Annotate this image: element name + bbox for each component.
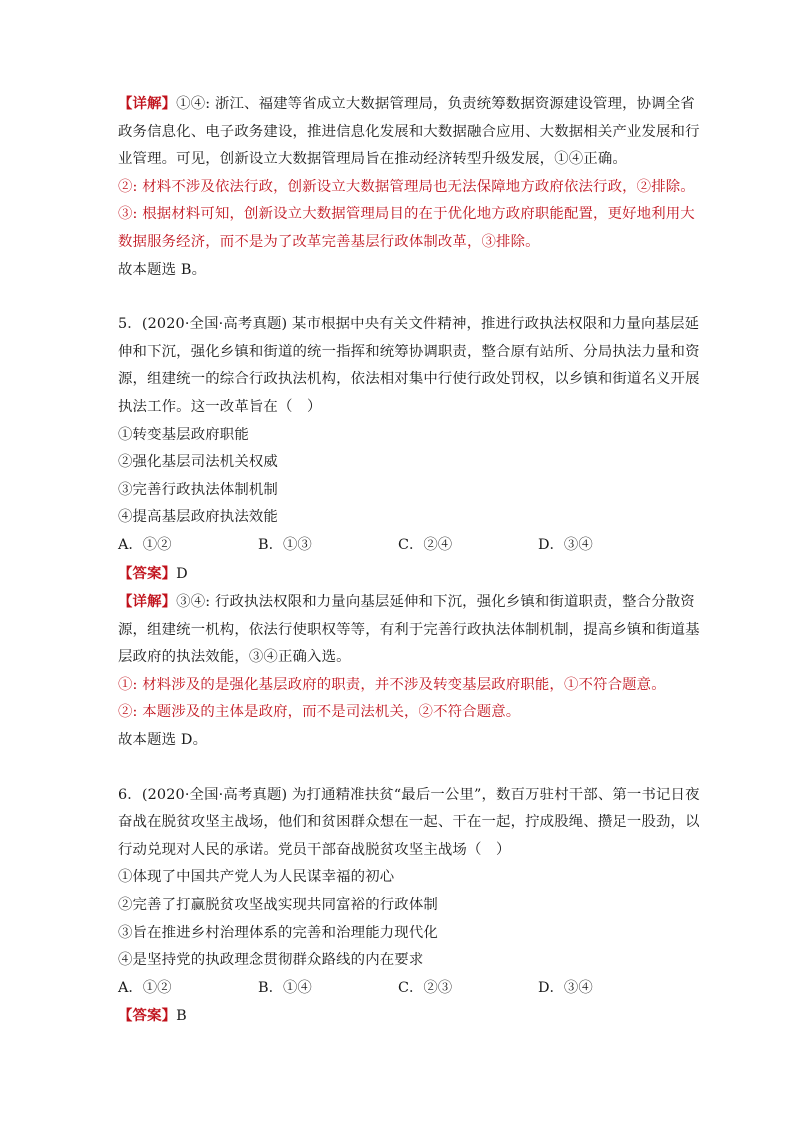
question-item: ④是坚持党的执政理念贯彻群众路线的内在要求 <box>118 952 424 969</box>
answer-value: D <box>176 565 188 582</box>
detail-red-line: ②: 本题涉及的主体是政府，而不是司法机关，②不符合题意。 <box>118 704 521 721</box>
detail-tag: 【详解】 <box>118 593 177 611</box>
question-item: ③完善行政执法体制机制 <box>118 481 278 498</box>
document-page <box>118 90 700 1031</box>
detail-line: 【详解】①④: 浙江、福建等省成立大数据管理局，负责统筹数据资源建设管理，协调全省 <box>118 95 695 112</box>
question-stem-line: 伸和下沉，强化乡镇和街道的统一指挥和统筹协调职责，整合原有站所、分局执法力量和资 <box>118 343 700 360</box>
question-item: ①体现了中国共产党人为人民谋幸福的初心 <box>118 869 395 886</box>
answer-line <box>118 1002 683 1031</box>
detail-line: 层政府的执法效能，③④正确入选。 <box>118 649 351 666</box>
question-stem-line: 行动兑现对人民的承诺。党员干部奋战脱贫攻坚主战场（ ） <box>118 841 511 858</box>
question-stem-line: 执法工作。这一改革旨在（ ） <box>118 398 322 415</box>
option-d: D．③④ <box>538 979 593 996</box>
answer-value: B <box>176 1008 187 1025</box>
answer-tag: 【答案】 <box>118 1007 177 1025</box>
question-stem-line: 5．(2020·全国·高考真题) 某市根据中央有关文件精神，推进行政执法权限和力量向基层延 <box>118 316 700 333</box>
option-c: C．②③ <box>398 979 453 996</box>
conclusion: 故本题选 B。 <box>118 261 207 278</box>
detail-red-line: ②: 材料不涉及依法行政，创新设立大数据管理局也无法保障地方政府依法行政，②排除。 <box>118 178 695 195</box>
detail-red-line: 数据服务经济，而不是为了改革完善基层行政体制改革，③排除。 <box>118 233 540 250</box>
detail-line: 源，组建统一机构，依法行使职权等等，有利于完善行政执法体制机制，提高乡镇和街道基 <box>118 621 700 638</box>
question-item: ④提高基层政府执法效能 <box>118 509 278 526</box>
question-stem-line: 奋战在脱贫攻坚主战场，他们和贫困群众想在一起、干在一起，拧成股绳、攒足一股劲，以 <box>118 814 700 831</box>
question-item: ②完善了打赢脱贫攻坚战实现共同富裕的行政体制 <box>118 897 438 914</box>
option-a: A．①② <box>118 979 172 996</box>
question-stem-line: 源，组建统一的综合行政执法机构，依法相对集中行使行政处罚权，以乡镇和街道名义开展 <box>118 371 700 388</box>
answer-options <box>118 532 683 560</box>
option-d: D．③④ <box>538 536 593 553</box>
option-a: A．①② <box>118 536 172 553</box>
question-item: ③旨在推进乡村治理体系的完善和治理能力现代化 <box>118 924 438 941</box>
question-item: ①转变基层政府职能 <box>118 426 249 443</box>
detail-line: 【详解】③④: 行政执法权限和力量向基层延伸和下沉，强化乡镇和街道职责，整合分散资 <box>118 593 695 611</box>
option-b: B．①③ <box>258 536 312 553</box>
question-stem-line: 6．(2020·全国·高考真题) 为打通精准扶贫“最后一公里”，数百万驻村干部、第一书记日夜 <box>118 786 700 803</box>
detail-line: 政务信息化、电子政务建设，推进信息化发展和大数据融合应用、大数据相关产业发展和行 <box>118 123 700 140</box>
option-b: B．①④ <box>258 979 312 996</box>
answer-tag: 【答案】 <box>118 564 177 582</box>
detail-tag: 【详解】 <box>118 95 177 112</box>
answer-options <box>118 975 683 1003</box>
detail-line: 业管理。可见，创新设立大数据管理局旨在推动经济转型升级发展，①④正确。 <box>118 151 627 168</box>
option-c: C．②④ <box>398 536 453 553</box>
question-item: ②强化基层司法机关权威 <box>118 454 278 471</box>
conclusion: 故本题选 D。 <box>118 732 208 749</box>
detail-red-line: ①: 材料涉及的是强化基层政府的职责，并不涉及转变基层政府职能，①不符合题意。 <box>118 676 666 693</box>
answer-line <box>118 560 683 589</box>
detail-red-line: ③: 根据材料可知，创新设立大数据管理局目的在于优化地方政府职能配置，更好地利用大 <box>118 206 695 223</box>
